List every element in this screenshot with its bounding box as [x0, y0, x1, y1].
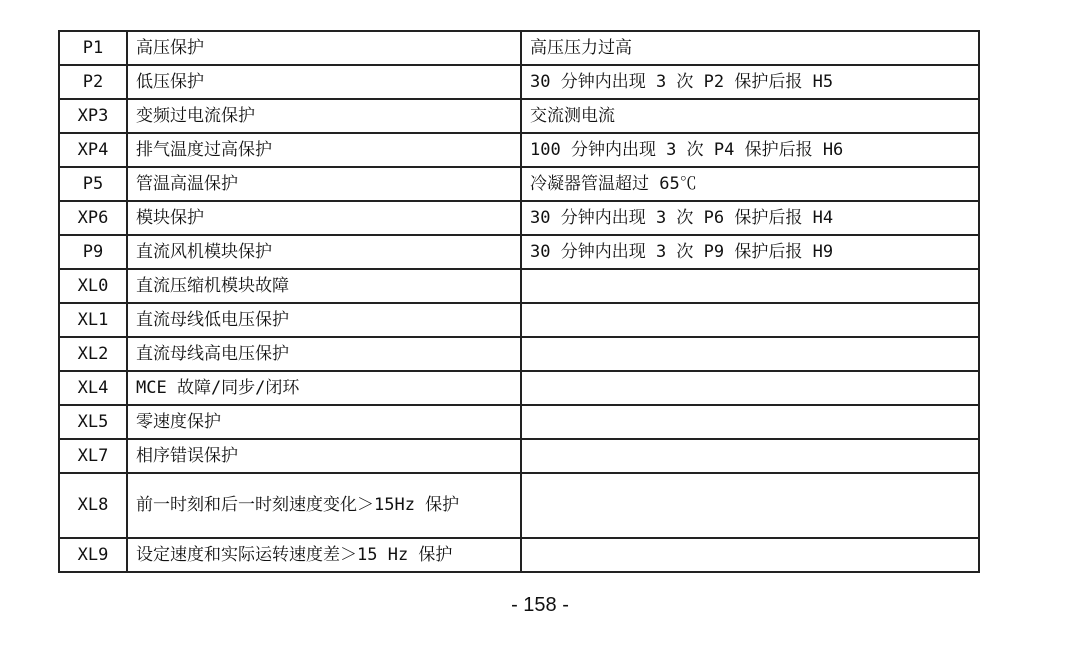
description-cell: MCE 故障/同步/闭环	[127, 371, 521, 405]
page-number: - 158 -	[511, 594, 569, 616]
description-cell: 低压保护	[127, 65, 521, 99]
table-row	[59, 235, 979, 269]
table-row	[59, 439, 979, 473]
note-cell	[521, 538, 979, 572]
table-row	[59, 133, 979, 167]
code-cell: P9	[59, 235, 127, 269]
description-cell: 模块保护	[127, 201, 521, 235]
code-cell: XL7	[59, 439, 127, 473]
note-cell: 交流测电流	[521, 99, 979, 133]
code-cell: XL9	[59, 538, 127, 572]
description-cell: 直流风机模块保护	[127, 235, 521, 269]
note-cell	[521, 405, 979, 439]
table-row	[59, 167, 979, 201]
code-cell: P1	[59, 31, 127, 65]
note-cell	[521, 303, 979, 337]
note-cell	[521, 439, 979, 473]
note-cell: 30 分钟内出现 3 次 P2 保护后报 H5	[521, 65, 979, 99]
note-cell: 30 分钟内出现 3 次 P6 保护后报 H4	[521, 201, 979, 235]
description-cell: 设定速度和实际运转速度差＞15 Hz 保护	[127, 538, 521, 572]
code-cell: XP3	[59, 99, 127, 133]
table-row	[59, 473, 979, 538]
table-row	[59, 201, 979, 235]
code-cell: XL2	[59, 337, 127, 371]
code-cell: XL0	[59, 269, 127, 303]
table-row	[59, 31, 979, 65]
table-row	[59, 99, 979, 133]
note-cell: 冷凝器管温超过 65℃	[521, 167, 979, 201]
note-cell: 30 分钟内出现 3 次 P9 保护后报 H9	[521, 235, 979, 269]
description-cell: 变频过电流保护	[127, 99, 521, 133]
description-cell: 相序错误保护	[127, 439, 521, 473]
code-cell: P2	[59, 65, 127, 99]
description-cell: 排气温度过高保护	[127, 133, 521, 167]
protection-code-table	[58, 30, 980, 573]
code-cell: XP4	[59, 133, 127, 167]
note-cell	[521, 371, 979, 405]
table-row	[59, 538, 979, 572]
table-row	[59, 65, 979, 99]
code-cell: XL4	[59, 371, 127, 405]
table-row	[59, 371, 979, 405]
note-cell: 100 分钟内出现 3 次 P4 保护后报 H6	[521, 133, 979, 167]
description-cell: 管温高温保护	[127, 167, 521, 201]
description-cell: 直流母线低电压保护	[127, 303, 521, 337]
note-cell	[521, 337, 979, 371]
note-cell: 高压压力过高	[521, 31, 979, 65]
code-cell: P5	[59, 167, 127, 201]
note-cell	[521, 473, 979, 538]
description-cell: 高压保护	[127, 31, 521, 65]
code-cell: XL8	[59, 473, 127, 538]
description-cell: 零速度保护	[127, 405, 521, 439]
code-cell: XP6	[59, 201, 127, 235]
note-cell	[521, 269, 979, 303]
description-cell: 直流母线高电压保护	[127, 337, 521, 371]
table-row	[59, 269, 979, 303]
table-row	[59, 303, 979, 337]
code-cell: XL1	[59, 303, 127, 337]
table-row	[59, 337, 979, 371]
description-cell: 前一时刻和后一时刻速度变化＞15Hz 保护	[127, 473, 521, 538]
description-cell: 直流压缩机模块故障	[127, 269, 521, 303]
code-cell: XL5	[59, 405, 127, 439]
table-row	[59, 405, 979, 439]
